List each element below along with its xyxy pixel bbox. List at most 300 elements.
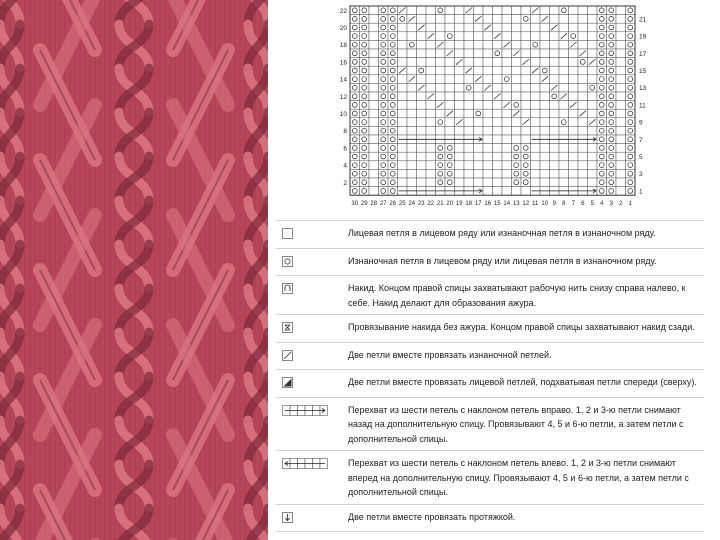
chart-cell (512, 126, 522, 135)
chart-cell (445, 126, 455, 135)
column-number: 16 (484, 201, 492, 208)
chart-cell (559, 152, 569, 161)
chart-cell (502, 178, 512, 187)
chart-cell (493, 66, 503, 75)
chart-cell (350, 178, 360, 187)
chart-cell (616, 66, 626, 75)
chart-cell (388, 75, 398, 84)
chart-cell (369, 6, 379, 15)
chart-cell (379, 15, 389, 24)
chart-cell (474, 126, 484, 135)
chart-cell (597, 109, 607, 118)
legend-description: Провязывание накида без ажура. Концом правой спицы захватывают накид сзади. (340, 315, 704, 343)
chart-cell (379, 58, 389, 67)
chart-cell (550, 118, 560, 127)
chart-cell (360, 161, 370, 170)
chart-cell (531, 144, 541, 153)
yarn-over-icon (282, 283, 293, 294)
row-number-right: 13 (639, 85, 647, 93)
chart-cell (502, 15, 512, 24)
chart-cell (607, 23, 617, 32)
chart-cell (360, 144, 370, 153)
chart-cell (626, 152, 636, 161)
column-number: 12 (522, 201, 530, 208)
chart-cell (502, 66, 512, 75)
chart-cell (531, 118, 541, 127)
chart-cell (407, 101, 417, 110)
chart-cell (426, 75, 436, 84)
chart-cell (369, 92, 379, 101)
chart-cell (379, 187, 389, 196)
chart-cell (531, 40, 541, 49)
chart-cell (502, 161, 512, 170)
chart-cell (540, 40, 550, 49)
chart-cell (360, 75, 370, 84)
cable-six-right-icon (282, 405, 328, 416)
chart-cell (445, 83, 455, 92)
chart-cell (607, 15, 617, 24)
legend-description: Изнаночная петля в лицевом ряду или лицевая петля в изнаночном ряду. (340, 248, 704, 276)
chart-cell (569, 58, 579, 67)
chart-cell (521, 101, 531, 110)
chart-cell (521, 40, 531, 49)
chart-cell (569, 178, 579, 187)
chart-cell (360, 101, 370, 110)
chart-cell (578, 66, 588, 75)
chart-cell (388, 161, 398, 170)
column-number: 14 (503, 201, 511, 208)
chart-cell (426, 109, 436, 118)
chart-cell (379, 101, 389, 110)
chart-cell (578, 178, 588, 187)
chart-cell (350, 169, 360, 178)
chart-cell (445, 92, 455, 101)
chart-cell (626, 161, 636, 170)
legend-symbol (276, 451, 340, 505)
chart-cell (417, 169, 427, 178)
chart-cell (597, 23, 607, 32)
chart-cell (445, 152, 455, 161)
chart-cell (559, 23, 569, 32)
column-number: 3 (609, 201, 613, 208)
legend-symbol (276, 342, 340, 370)
chart-cell (540, 58, 550, 67)
chart-cell (436, 161, 446, 170)
chart-cell (398, 32, 408, 41)
chart-cell (407, 92, 417, 101)
chart-cell (369, 187, 379, 196)
chart-cell (559, 144, 569, 153)
chart-cell (616, 83, 626, 92)
chart-cell (588, 49, 598, 58)
chart-cell (626, 23, 636, 32)
chart-cell (588, 32, 598, 41)
chart-cell (502, 58, 512, 67)
chart-cell (559, 109, 569, 118)
chart-cell (569, 109, 579, 118)
chart-cell (483, 144, 493, 153)
chart-cell (350, 32, 360, 41)
chart-cell (597, 40, 607, 49)
chart-cell (474, 66, 484, 75)
chart-cell (474, 101, 484, 110)
chart-cell (588, 66, 598, 75)
chart-cell (483, 49, 493, 58)
chart-cell (464, 169, 474, 178)
chart-cell (483, 109, 493, 118)
legend-row (276, 397, 704, 451)
chart-cell (626, 135, 636, 144)
chart-cell (445, 23, 455, 32)
chart-cell (578, 58, 588, 67)
chart-cell (417, 161, 427, 170)
row-number-left: 20 (339, 25, 347, 32)
legend-symbol (276, 370, 340, 398)
row-number-left: 14 (339, 76, 347, 84)
chart-cell (350, 92, 360, 101)
row-number-right: 19 (639, 33, 647, 41)
chart-cell (483, 15, 493, 24)
legend-symbol (276, 221, 340, 249)
chart-cell (398, 58, 408, 67)
chart-cell (540, 49, 550, 58)
chart-cell (464, 178, 474, 187)
chart-cell (436, 178, 446, 187)
chart-cell (512, 187, 522, 196)
chart-cell (493, 40, 503, 49)
chart-cell (597, 178, 607, 187)
column-number: 27 (379, 201, 387, 208)
chart-cell (398, 23, 408, 32)
chart-cell (407, 66, 417, 75)
chart-cell (445, 144, 455, 153)
chart-cell (569, 126, 579, 135)
chart-cell (626, 169, 636, 178)
chart-cell (569, 152, 579, 161)
chart-cell (360, 40, 370, 49)
chart-cell (616, 126, 626, 135)
legend-row (276, 221, 704, 249)
chart-cell (436, 109, 446, 118)
chart-cell (607, 135, 617, 144)
chart-grid (334, 2, 658, 216)
chart-cell (436, 169, 446, 178)
chart-cell (398, 118, 408, 127)
chart-cell (483, 135, 493, 144)
chart-cell (350, 40, 360, 49)
chart-cell (588, 101, 598, 110)
chart-cell (616, 15, 626, 24)
chart-cell (626, 101, 636, 110)
chart-cell (550, 49, 560, 58)
chart-cell (597, 126, 607, 135)
chart-cell (607, 152, 617, 161)
legend-description: Накид. Концом правой спицы захватывают рабочую нить снизу справа налево, к себе. Накид делают для образования ажура. (340, 276, 704, 315)
chart-cell (512, 118, 522, 127)
chart-cell (379, 126, 389, 135)
chart-cell (436, 144, 446, 153)
chart-cell (559, 6, 569, 15)
chart-cell (616, 32, 626, 41)
legend-description: Две петли вместе провязать изнаночной петлей. (340, 342, 704, 370)
chart-cell (474, 83, 484, 92)
chart-cell (616, 75, 626, 84)
chart-cell (512, 135, 522, 144)
row-number-right: 5 (639, 154, 643, 161)
chart-cell (388, 169, 398, 178)
chart-cell (559, 15, 569, 24)
chart-cell (360, 58, 370, 67)
row-number-left: 18 (339, 42, 347, 50)
knitting-chart (334, 2, 658, 216)
chart-cell (436, 126, 446, 135)
chart-cell (531, 169, 541, 178)
chart-cell (597, 92, 607, 101)
chart-cell (578, 161, 588, 170)
chart-cell (588, 109, 598, 118)
chart-cell (578, 32, 588, 41)
chart-cell (464, 75, 474, 84)
chart-cell (360, 187, 370, 196)
chart-cell (445, 6, 455, 15)
column-number: 23 (417, 201, 425, 208)
chart-cell (369, 40, 379, 49)
chart-cell (464, 152, 474, 161)
chart-cell (464, 101, 474, 110)
chart-cell (616, 40, 626, 49)
column-number: 2 (619, 201, 623, 208)
chart-cell (512, 144, 522, 153)
chart-cell (550, 126, 560, 135)
chart-cell (550, 15, 560, 24)
chart-cell (521, 109, 531, 118)
chart-cell (379, 32, 389, 41)
legend-row (276, 504, 704, 532)
chart-cell (502, 152, 512, 161)
chart-cell (388, 101, 398, 110)
chart-cell (597, 152, 607, 161)
chart-cell (559, 40, 569, 49)
chart-cell (512, 75, 522, 84)
chart-cell (569, 92, 579, 101)
legend-description: Перехват из шести петель с наклоном петель вправо. 1, 2 и 3-ю петли снимают назад на дополнительную спицу. Провязывают 4, 5 и 6-ю петли, а затем петли с дополнительной спицы. (340, 397, 704, 451)
chart-cell (426, 169, 436, 178)
chart-cell (398, 49, 408, 58)
chart-cell (607, 83, 617, 92)
chart-cell (512, 83, 522, 92)
chart-cell (379, 144, 389, 153)
chart-cell (407, 23, 417, 32)
chart-cell (578, 75, 588, 84)
chart-cell (417, 75, 427, 84)
chart-cell (597, 135, 607, 144)
chart-cell (512, 92, 522, 101)
chart-cell (550, 40, 560, 49)
chart-cell (502, 23, 512, 32)
chart-cell (398, 161, 408, 170)
chart-cell (388, 187, 398, 196)
chart-cell (607, 66, 617, 75)
chart-cell (626, 32, 636, 41)
chart-cell (436, 15, 446, 24)
chart-cell (597, 6, 607, 15)
chart-cell (388, 49, 398, 58)
chart-cell (607, 92, 617, 101)
chart-cell (588, 75, 598, 84)
chart-cell (417, 32, 427, 41)
chart-cell (540, 32, 550, 41)
chart-cell (626, 144, 636, 153)
chart-cell (588, 40, 598, 49)
chart-cell (379, 152, 389, 161)
chart-cell (493, 187, 503, 196)
chart-cell (426, 178, 436, 187)
chart-cell (369, 75, 379, 84)
chart-cell (569, 83, 579, 92)
chart-cell (512, 6, 522, 15)
chart-cell (388, 6, 398, 15)
chart-cell (607, 187, 617, 196)
chart-cell (474, 118, 484, 127)
chart-cell (360, 83, 370, 92)
chart-cell (407, 83, 417, 92)
chart-cell (417, 109, 427, 118)
column-number: 18 (465, 201, 473, 208)
chart-cell (350, 161, 360, 170)
purl-two-together-icon (282, 350, 293, 361)
chart-cell (550, 101, 560, 110)
column-number: 6 (581, 201, 585, 208)
row-number-left: 16 (339, 59, 347, 67)
column-number: 10 (541, 201, 549, 208)
chart-cell (360, 169, 370, 178)
chart-cell (531, 101, 541, 110)
chart-cell (540, 178, 550, 187)
chart-cell (569, 118, 579, 127)
chart-cell (398, 15, 408, 24)
chart-cell (597, 49, 607, 58)
chart-cell (369, 144, 379, 153)
chart-cell (474, 152, 484, 161)
chart-cell (407, 144, 417, 153)
column-number: 9 (552, 201, 556, 208)
chart-cell (531, 49, 541, 58)
chart-cell (597, 58, 607, 67)
chart-cell (578, 101, 588, 110)
chart-cell (512, 58, 522, 67)
chart-cell (616, 135, 626, 144)
chart-cell (502, 32, 512, 41)
chart-cell (588, 161, 598, 170)
chart-cell (550, 6, 560, 15)
chart-cell (502, 6, 512, 15)
chart-cell (483, 92, 493, 101)
chart-cell (426, 126, 436, 135)
chart-cell (626, 58, 636, 67)
chart-cell (493, 6, 503, 15)
chart-cell (569, 144, 579, 153)
chart-cell (616, 144, 626, 153)
chart-cell (578, 118, 588, 127)
column-number: 21 (436, 201, 444, 208)
chart-cell (559, 118, 569, 127)
chart-cell (350, 6, 360, 15)
chart-cell (426, 58, 436, 67)
chart-cell (388, 66, 398, 75)
chart-cell (436, 152, 446, 161)
chart-cell (493, 144, 503, 153)
chart-cell (350, 83, 360, 92)
chart-cell (388, 58, 398, 67)
chart-cell (531, 23, 541, 32)
chart-cell (540, 101, 550, 110)
chart-cell (569, 32, 579, 41)
chart-cell (474, 161, 484, 170)
chart-cell (531, 92, 541, 101)
chart-cell (607, 32, 617, 41)
chart-cell (512, 15, 522, 24)
purl-icon (282, 256, 293, 267)
chart-cell (360, 126, 370, 135)
chart-cell (502, 169, 512, 178)
chart-cell (445, 66, 455, 75)
chart-cell (398, 101, 408, 110)
chart-cell (350, 15, 360, 24)
chart-cell (540, 144, 550, 153)
legend-symbol (276, 248, 340, 276)
chart-cell (436, 6, 446, 15)
chart-cell (531, 178, 541, 187)
chart-cell (445, 101, 455, 110)
column-number: 13 (512, 201, 520, 208)
chart-cell (540, 126, 550, 135)
chart-cell (502, 187, 512, 196)
column-number: 24 (408, 201, 416, 208)
chart-cell (350, 118, 360, 127)
chart-cell (379, 83, 389, 92)
chart-cell (616, 58, 626, 67)
chart-cell (607, 6, 617, 15)
chart-cell (379, 135, 389, 144)
legend-symbol (276, 276, 340, 315)
chart-cell (369, 126, 379, 135)
cable-strand (40, 380, 95, 490)
chart-cell (531, 75, 541, 84)
chart-cell (597, 66, 607, 75)
chart-cell (417, 178, 427, 187)
row-number-right: 9 (639, 119, 643, 127)
row-number-right: 1 (639, 188, 643, 196)
chart-cell (493, 15, 503, 24)
chart-cell (360, 109, 370, 118)
chart-cell (493, 109, 503, 118)
chart-cell (455, 83, 465, 92)
chart-cell (426, 152, 436, 161)
chart-cell (607, 118, 617, 127)
chart-cell (597, 169, 607, 178)
chart-cell (483, 32, 493, 41)
chart-cell (369, 152, 379, 161)
chart-cell (597, 118, 607, 127)
chart-cell (350, 135, 360, 144)
chart-cell (521, 83, 531, 92)
chart-cell (559, 169, 569, 178)
chart-cell (626, 15, 636, 24)
row-number-left: 6 (343, 145, 347, 153)
chart-cell (616, 187, 626, 196)
chart-cell (550, 152, 560, 161)
chart-cell (417, 66, 427, 75)
